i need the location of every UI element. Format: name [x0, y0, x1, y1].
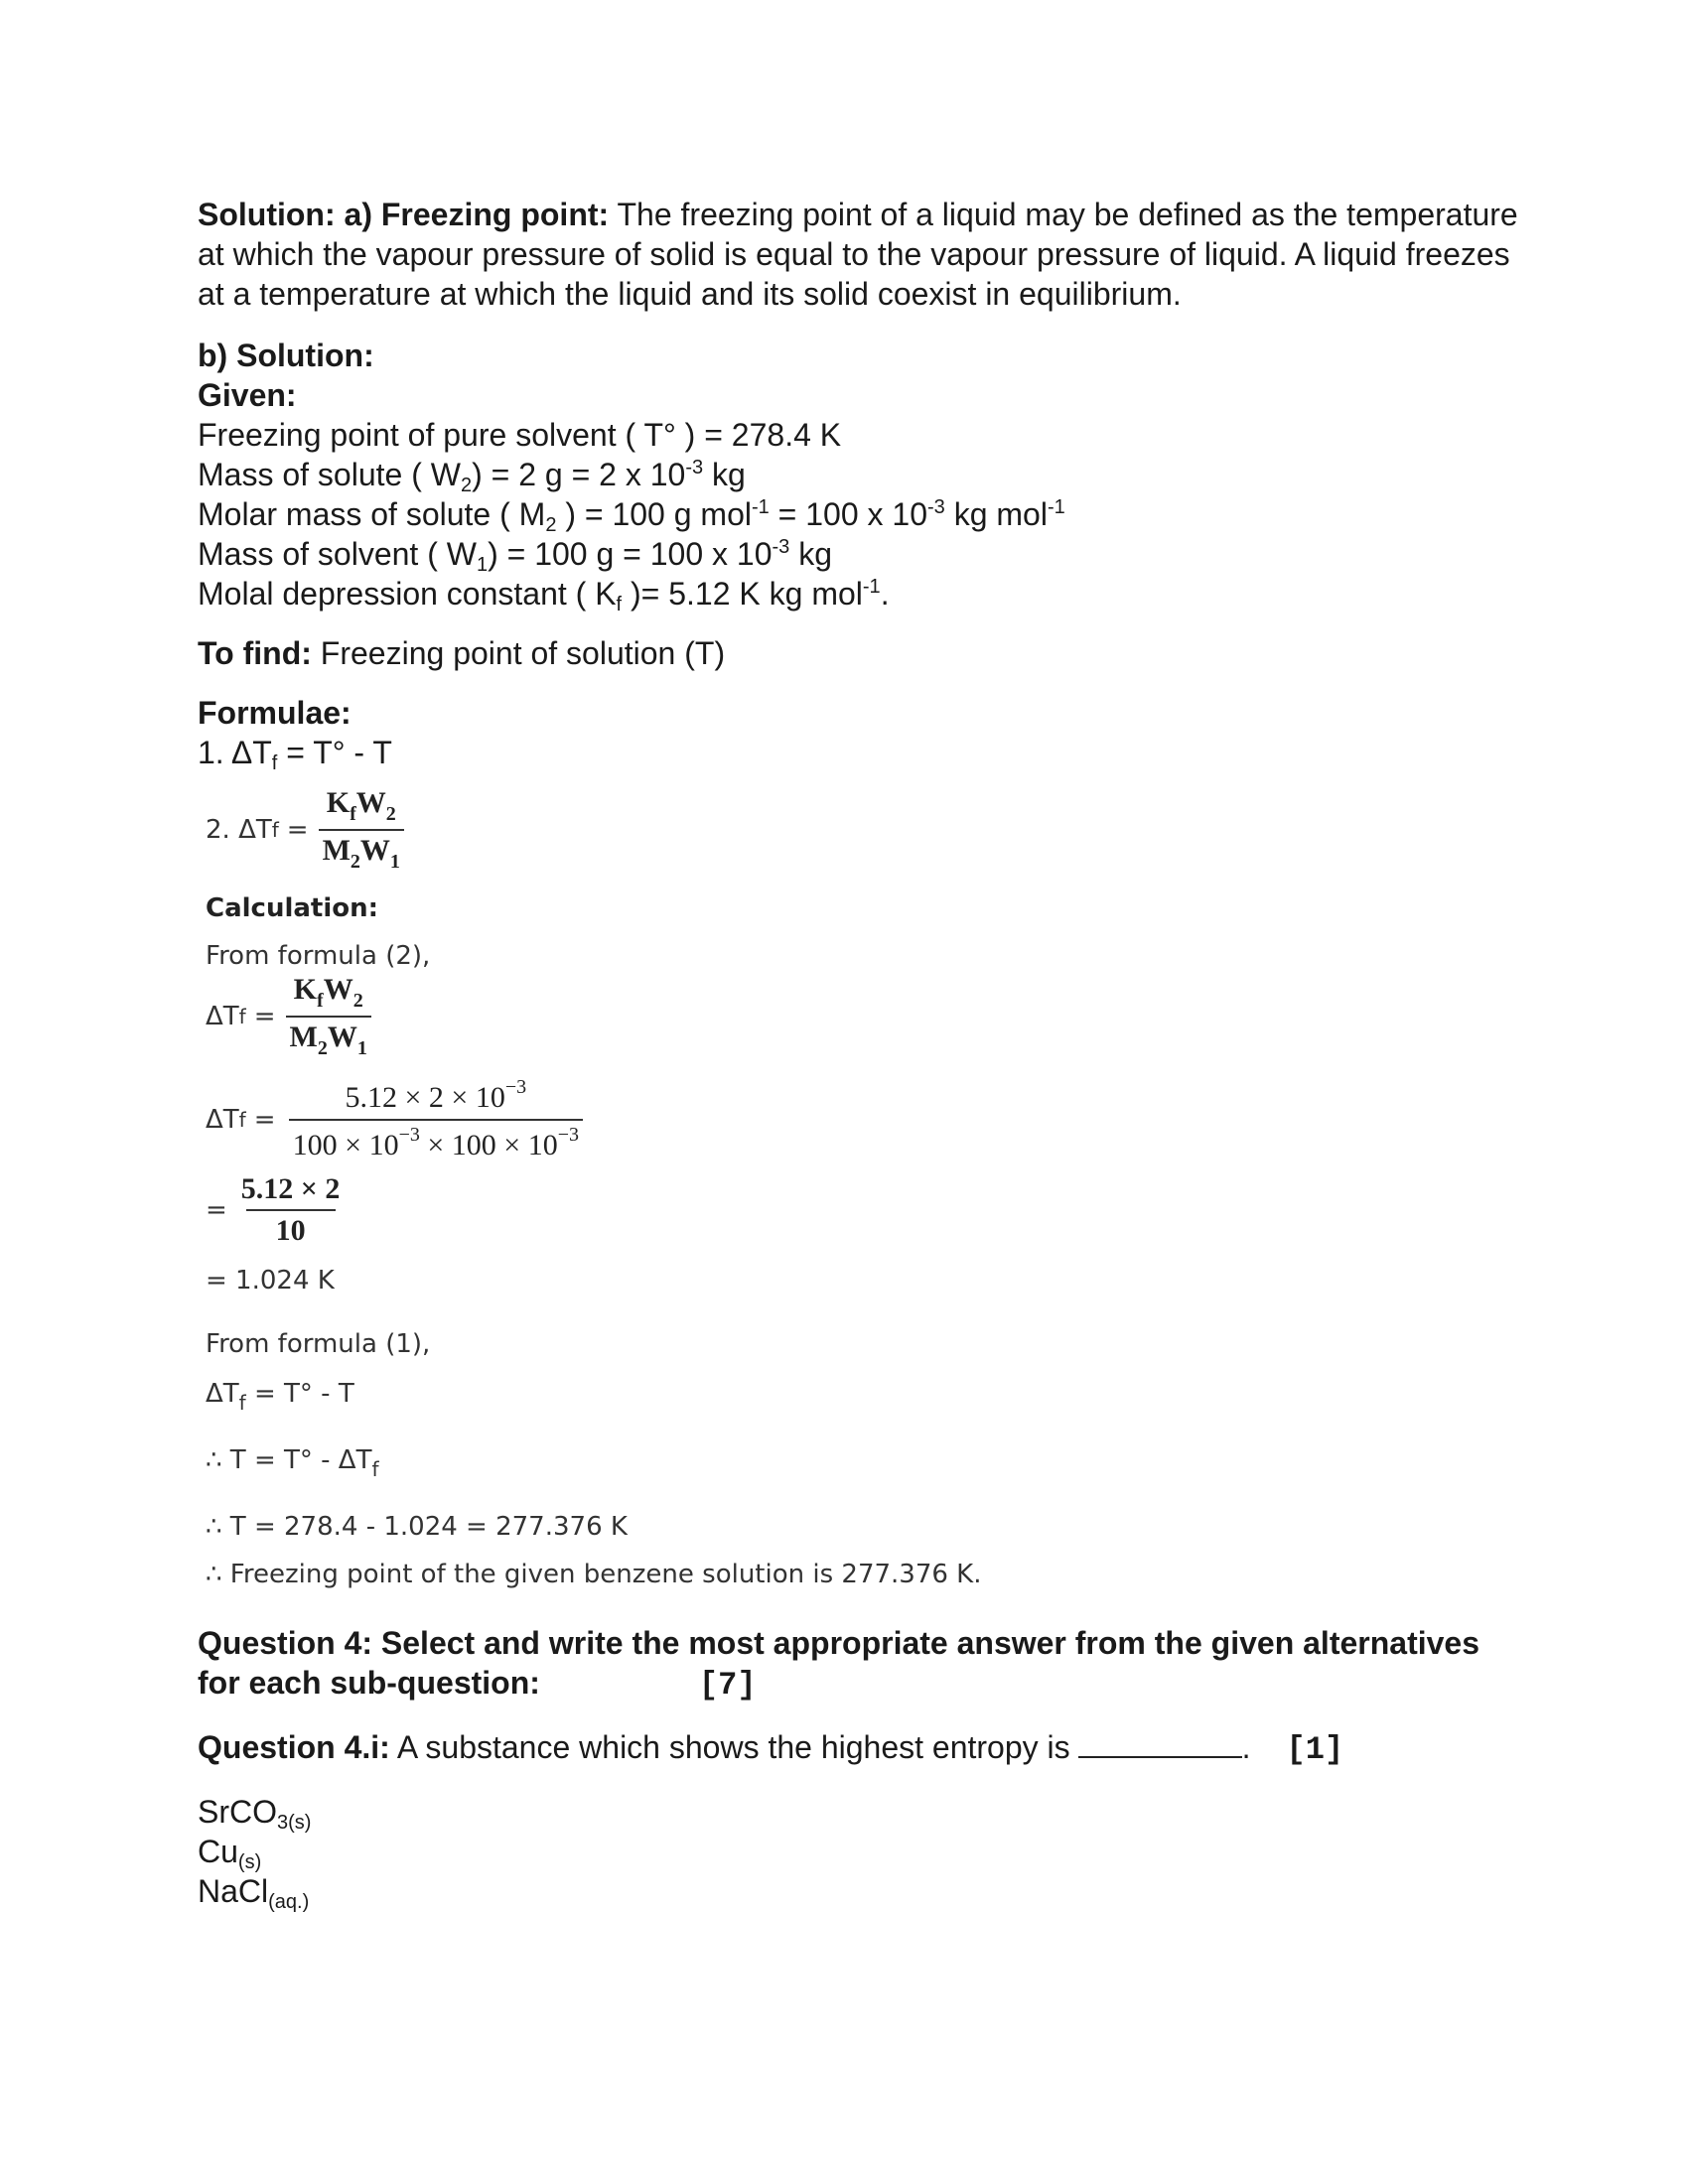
option-3: NaCl$_{(aq.)}$ [198, 1873, 310, 1913]
to-find-line: To find: Freezing point of solution (T) [198, 635, 726, 671]
calc-line-3: ∴ T = 278.4 - 1.024 = 277.376 K [206, 1512, 628, 1542]
part-a-lead: Solution: a) Freezing point: [198, 197, 610, 232]
calc-conclusion: ∴ Freezing point of the given benzene solution is 277.376 K. [206, 1560, 982, 1589]
option-1: SrCO$_{3(s)}$ [198, 1794, 312, 1834]
question-4i-marks: [1] [1286, 1731, 1344, 1768]
formula-2: 2. ΔT f = $\frac{K_fW_2}{M_2W_1}$ [206, 786, 1518, 874]
calc-line-2: ∴ $T = T^\circ - \Delta T_f$ [206, 1445, 379, 1481]
given-heading: Given: [198, 377, 297, 413]
part-a-paragraph [198, 195, 1518, 314]
given-line-2: Mass of solute ( $W_2) = 2$ g = 2 x $10^{-3}$ kg [198, 457, 746, 496]
answer-blank [1078, 1728, 1242, 1758]
calc-step-4: = 1.024 K [206, 1266, 335, 1296]
given-line-1: Freezing point of pure solvent ( T° ) = 278.4 K [198, 417, 842, 453]
document-page [198, 195, 1518, 1911]
part-b-heading: b) Solution: [198, 338, 374, 373]
from-formula-1: From formula (1), [206, 1329, 431, 1359]
question-4i: Question 4.i: A substance which shows the highest entropy is . [1] [198, 1729, 1344, 1768]
calc-step-1: ΔT f = $\frac{K_fW_2}{M_2W_1}$ [206, 973, 1518, 1060]
part-a-text: The freezing point of a liquid may be defined as the temperature at which the vapour pressure of solid is equal to the vapour pressure of liquid. A liquid freezes at a temperature at which the liquid and its solid coexist in equilibrium. [198, 197, 1518, 312]
from-formula-2: From formula (2), [206, 941, 431, 971]
calc-line-1: $\Delta T_f = T^\circ - T$ [206, 1379, 354, 1415]
formulae-heading: Formulae: [198, 695, 352, 731]
calculation-block [206, 891, 1518, 1591]
formula-2-fraction: $\frac{K_fW_2}{M_2W_1}$ [319, 786, 404, 874]
question-4-marks: [7] [698, 1667, 757, 1704]
question-4: Question 4: Select and write the most appropriate answer from the given alternatives for each sub-question: [7] [198, 1625, 1479, 1704]
option-2: $Cu_{(s)}$ [198, 1834, 262, 1873]
formula-1: 1. $\Delta T_f = T^\circ - T$ [198, 735, 392, 774]
given-line-5: Molal depression constant ( $K_f$ )= 5.12 K kg mol$^{-1}$. [198, 576, 890, 615]
calculation-heading: Calculation: [206, 893, 379, 923]
given-line-3: Molar mass of solute ( $M_2$ ) = 100 g mol$^{-1}$ = 100 x $10^{-3}$ kg mol$^{-1}$ [198, 496, 1065, 536]
calc-step-2: ΔT f = $\frac{5.12 \times 2 \times 10^{-3}}{100 \times 10^{-3} \times 100 \times 10^{-3}}$ [206, 1076, 1518, 1162]
calc-step-3: = $\frac{5.12 \times 2}{10}$ [206, 1172, 341, 1247]
given-line-4: Mass of solvent ( $W_1) = 100$ g = 100 x $10^{-3}$ kg [198, 536, 832, 576]
